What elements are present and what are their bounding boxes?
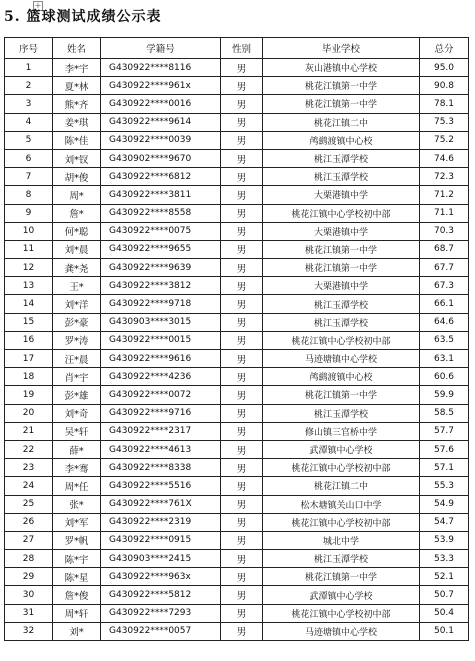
cell-name: 夏*林 (53, 77, 101, 95)
cell-gender: 男 (221, 368, 263, 386)
cell-school: 桃江玉潭学校 (263, 550, 420, 568)
table-row (5, 77, 469, 95)
cell-score: 74.6 (420, 149, 469, 167)
cell-school: 马迹塘镇中心学校 (263, 350, 420, 368)
cell-name: 龚*尧 (53, 259, 101, 277)
cell-index: 5 (5, 131, 53, 149)
cell-index: 19 (5, 386, 53, 404)
cell-gender: 男 (221, 204, 263, 222)
cell-student-id: G430922****9639 (101, 259, 221, 277)
cell-score: 67.7 (420, 259, 469, 277)
cell-school: 桃花江镇第一中学 (263, 77, 420, 95)
cell-gender: 男 (221, 313, 263, 331)
cell-index: 10 (5, 222, 53, 240)
cell-school: 桃江玉潭学校 (263, 295, 420, 313)
cell-gender: 男 (221, 513, 263, 531)
cell-index: 15 (5, 313, 53, 331)
cell-index: 11 (5, 240, 53, 258)
cell-gender: 男 (221, 77, 263, 95)
cell-score: 58.5 (420, 404, 469, 422)
header-gender: 性别 (221, 38, 263, 59)
cell-school: 武潭镇中心学校 (263, 586, 420, 604)
cell-school: 桃花江镇中心学校初中部 (263, 604, 420, 622)
cell-gender: 男 (221, 531, 263, 549)
cell-student-id: G430922****2319 (101, 513, 221, 531)
cell-index: 32 (5, 622, 53, 640)
cell-student-id: G430922****0057 (101, 622, 221, 640)
cell-student-id: G430922****3812 (101, 277, 221, 295)
cell-school: 桃花江镇中心学校初中部 (263, 204, 420, 222)
cell-score: 50.1 (420, 622, 469, 640)
cell-student-id: G430922****0915 (101, 531, 221, 549)
table-row (5, 586, 469, 604)
cell-score: 67.3 (420, 277, 469, 295)
cell-index: 30 (5, 586, 53, 604)
cell-score: 50.4 (420, 604, 469, 622)
cell-student-id: G430922****6812 (101, 168, 221, 186)
cell-name: 李*宇 (53, 59, 101, 77)
cell-student-id: G430922****9614 (101, 113, 221, 131)
cell-name: 熊*齐 (53, 95, 101, 113)
header-index: 序号 (5, 38, 53, 59)
table-row (5, 222, 469, 240)
cell-name: 陈*宇 (53, 550, 101, 568)
cell-index: 18 (5, 368, 53, 386)
cell-name: 何*聪 (53, 222, 101, 240)
cell-gender: 男 (221, 186, 263, 204)
table-row (5, 350, 469, 368)
cell-student-id: G430922****2317 (101, 422, 221, 440)
cell-name: 刘*钗 (53, 149, 101, 167)
cell-gender: 男 (221, 350, 263, 368)
cell-student-id: G430922****8116 (101, 59, 221, 77)
cell-student-id: G430922****8338 (101, 459, 221, 477)
cell-index: 21 (5, 422, 53, 440)
cell-gender: 男 (221, 422, 263, 440)
cell-student-id: G430922****0016 (101, 95, 221, 113)
cell-gender: 男 (221, 604, 263, 622)
cell-index: 29 (5, 568, 53, 586)
cell-gender: 男 (221, 495, 263, 513)
header-school: 毕业学校 (263, 38, 420, 59)
cell-gender: 男 (221, 95, 263, 113)
cell-index: 9 (5, 204, 53, 222)
cell-index: 1 (5, 59, 53, 77)
cell-gender: 男 (221, 386, 263, 404)
cell-name: 罗*涛 (53, 331, 101, 349)
cell-student-id: G430922****3811 (101, 186, 221, 204)
table-row (5, 459, 469, 477)
cell-name: 肖*宇 (53, 368, 101, 386)
cell-score: 63.5 (420, 331, 469, 349)
cell-score: 95.0 (420, 59, 469, 77)
table-row (5, 113, 469, 131)
cell-school: 桃花江镇第一中学 (263, 95, 420, 113)
cell-score: 52.1 (420, 568, 469, 586)
table-row (5, 531, 469, 549)
table-row (5, 131, 469, 149)
cell-gender: 男 (221, 259, 263, 277)
cell-name: 周*轩 (53, 604, 101, 622)
cell-index: 25 (5, 495, 53, 513)
cell-index: 4 (5, 113, 53, 131)
table-row (5, 440, 469, 458)
cell-student-id: G430922****963x (101, 568, 221, 586)
cell-school: 桃花江镇第一中学 (263, 386, 420, 404)
cell-name: 刘*洋 (53, 295, 101, 313)
cell-score: 57.7 (420, 422, 469, 440)
cell-name: 刘*奇 (53, 404, 101, 422)
cell-gender: 男 (221, 222, 263, 240)
cell-school: 大栗港镇中学 (263, 186, 420, 204)
cell-score: 75.2 (420, 131, 469, 149)
cell-name: 彭*雄 (53, 386, 101, 404)
cell-score: 71.1 (420, 204, 469, 222)
cell-gender: 男 (221, 295, 263, 313)
cell-name: 薛* (53, 440, 101, 458)
cell-index: 24 (5, 477, 53, 495)
cell-student-id: G430922****9616 (101, 350, 221, 368)
cell-name: 周* (53, 186, 101, 204)
table-row (5, 422, 469, 440)
cell-gender: 男 (221, 440, 263, 458)
cell-score: 54.9 (420, 495, 469, 513)
table-row (5, 168, 469, 186)
cell-index: 31 (5, 604, 53, 622)
table-row (5, 186, 469, 204)
cell-gender: 男 (221, 477, 263, 495)
cell-school: 马迹塘镇中心学校 (263, 622, 420, 640)
cell-score: 53.9 (420, 531, 469, 549)
cell-gender: 男 (221, 404, 263, 422)
cell-school: 大栗港镇中学 (263, 222, 420, 240)
cell-gender: 男 (221, 568, 263, 586)
table-row (5, 277, 469, 295)
cell-school: 鸬鹚渡镇中心校 (263, 131, 420, 149)
cell-student-id: G430922****9655 (101, 240, 221, 258)
table-header-row (5, 38, 469, 59)
cell-index: 8 (5, 186, 53, 204)
header-name: 姓名 (53, 38, 101, 59)
cell-gender: 男 (221, 113, 263, 131)
table-row (5, 259, 469, 277)
cell-score: 57.1 (420, 459, 469, 477)
cell-score: 64.6 (420, 313, 469, 331)
cell-index: 26 (5, 513, 53, 531)
cell-index: 2 (5, 77, 53, 95)
cell-gender: 男 (221, 168, 263, 186)
cell-name: 刘*晨 (53, 240, 101, 258)
cell-name: 彭*豪 (53, 313, 101, 331)
cell-name: 詹* (53, 204, 101, 222)
cell-name: 刘*军 (53, 513, 101, 531)
table-row (5, 513, 469, 531)
cell-student-id: G430922****4236 (101, 368, 221, 386)
cell-name: 陈*佳 (53, 131, 101, 149)
cell-school: 桃花江镇中心学校初中部 (263, 331, 420, 349)
cell-student-id: G430903****3015 (101, 313, 221, 331)
cell-school: 桃江玉潭学校 (263, 168, 420, 186)
cell-index: 17 (5, 350, 53, 368)
table-row (5, 404, 469, 422)
cell-score: 78.1 (420, 95, 469, 113)
cell-school: 桃花江镇中心学校初中部 (263, 513, 420, 531)
cell-name: 刘* (53, 622, 101, 640)
cell-name: 罗*帆 (53, 531, 101, 549)
cell-index: 27 (5, 531, 53, 549)
score-table (4, 37, 469, 641)
cell-score: 50.7 (420, 586, 469, 604)
cell-name: 王* (53, 277, 101, 295)
table-row (5, 313, 469, 331)
table-row (5, 295, 469, 313)
table-row (5, 550, 469, 568)
cell-school: 城北中学 (263, 531, 420, 549)
page-marker-icon: + (34, 1, 42, 10)
cell-school: 桃江玉潭学校 (263, 404, 420, 422)
cell-gender: 男 (221, 622, 263, 640)
cell-score: 55.3 (420, 477, 469, 495)
cell-index: 23 (5, 459, 53, 477)
cell-score: 70.3 (420, 222, 469, 240)
table-row (5, 495, 469, 513)
cell-school: 桃花江镇中心学校初中部 (263, 459, 420, 477)
cell-school: 鸬鹚渡镇中心校 (263, 368, 420, 386)
cell-index: 22 (5, 440, 53, 458)
table-row (5, 331, 469, 349)
cell-school: 桃江玉潭学校 (263, 313, 420, 331)
cell-school: 松木塘镇关山口中学 (263, 495, 420, 513)
cell-student-id: G430922****7293 (101, 604, 221, 622)
table-row (5, 95, 469, 113)
cell-student-id: G430902****9670 (101, 149, 221, 167)
cell-gender: 男 (221, 277, 263, 295)
cell-school: 桃江玉潭学校 (263, 149, 420, 167)
table-row (5, 604, 469, 622)
cell-index: 28 (5, 550, 53, 568)
table-row (5, 477, 469, 495)
cell-score: 53.3 (420, 550, 469, 568)
cell-score: 72.3 (420, 168, 469, 186)
cell-name: 汪*晨 (53, 350, 101, 368)
cell-score: 71.2 (420, 186, 469, 204)
cell-gender: 男 (221, 586, 263, 604)
header-student-id: 学籍号 (101, 38, 221, 59)
cell-school: 修山镇三官桥中学 (263, 422, 420, 440)
cell-score: 59.9 (420, 386, 469, 404)
cell-school: 桃花江镇第一中学 (263, 240, 420, 258)
cell-student-id: G430922****4613 (101, 440, 221, 458)
cell-school: 桃花江镇第一中学 (263, 568, 420, 586)
cell-student-id: G430922****9718 (101, 295, 221, 313)
cell-index: 14 (5, 295, 53, 313)
cell-gender: 男 (221, 331, 263, 349)
table-row (5, 59, 469, 77)
cell-name: 姜*琪 (53, 113, 101, 131)
cell-gender: 男 (221, 550, 263, 568)
cell-student-id: G430922****961x (101, 77, 221, 95)
cell-index: 7 (5, 168, 53, 186)
cell-student-id: G430922****8558 (101, 204, 221, 222)
table-row (5, 240, 469, 258)
cell-school: 桃花江镇二中 (263, 113, 420, 131)
cell-school: 大栗港镇中学 (263, 277, 420, 295)
cell-gender: 男 (221, 149, 263, 167)
cell-score: 57.6 (420, 440, 469, 458)
cell-name: 周*任 (53, 477, 101, 495)
cell-score: 90.8 (420, 77, 469, 95)
cell-score: 68.7 (420, 240, 469, 258)
cell-index: 16 (5, 331, 53, 349)
cell-student-id: G430922****0072 (101, 386, 221, 404)
cell-score: 60.6 (420, 368, 469, 386)
cell-student-id: G430922****0075 (101, 222, 221, 240)
cell-student-id: G430922****5812 (101, 586, 221, 604)
cell-name: 张* (53, 495, 101, 513)
cell-school: 桃花江镇第一中学 (263, 259, 420, 277)
cell-name: 詹*俊 (53, 586, 101, 604)
table-row (5, 204, 469, 222)
table-row (5, 149, 469, 167)
cell-score: 54.7 (420, 513, 469, 531)
cell-school: 灰山港镇中心学校 (263, 59, 420, 77)
cell-student-id: G430922****0039 (101, 131, 221, 149)
cell-student-id: G430922****761X (101, 495, 221, 513)
cell-student-id: G430922****0015 (101, 331, 221, 349)
cell-score: 63.1 (420, 350, 469, 368)
cell-name: 胡*俊 (53, 168, 101, 186)
table-row (5, 386, 469, 404)
cell-student-id: G430903****2415 (101, 550, 221, 568)
table-row (5, 368, 469, 386)
page-title: 5. 篮球测试成绩公示表 (4, 9, 162, 25)
cell-index: 6 (5, 149, 53, 167)
cell-student-id: G430922****9716 (101, 404, 221, 422)
cell-gender: 男 (221, 59, 263, 77)
cell-school: 武潭镇中心学校 (263, 440, 420, 458)
cell-name: 吴*轩 (53, 422, 101, 440)
cell-school: 桃花江镇二中 (263, 477, 420, 495)
cell-gender: 男 (221, 459, 263, 477)
cell-score: 75.3 (420, 113, 469, 131)
header-score: 总分 (420, 38, 469, 59)
cell-index: 13 (5, 277, 53, 295)
table-row (5, 622, 469, 640)
cell-gender: 男 (221, 131, 263, 149)
cell-name: 陈*星 (53, 568, 101, 586)
table-row (5, 568, 469, 586)
cell-name: 李*骞 (53, 459, 101, 477)
cell-index: 3 (5, 95, 53, 113)
cell-index: 12 (5, 259, 53, 277)
cell-student-id: G430922****5516 (101, 477, 221, 495)
cell-gender: 男 (221, 240, 263, 258)
cell-score: 66.1 (420, 295, 469, 313)
cell-index: 20 (5, 404, 53, 422)
